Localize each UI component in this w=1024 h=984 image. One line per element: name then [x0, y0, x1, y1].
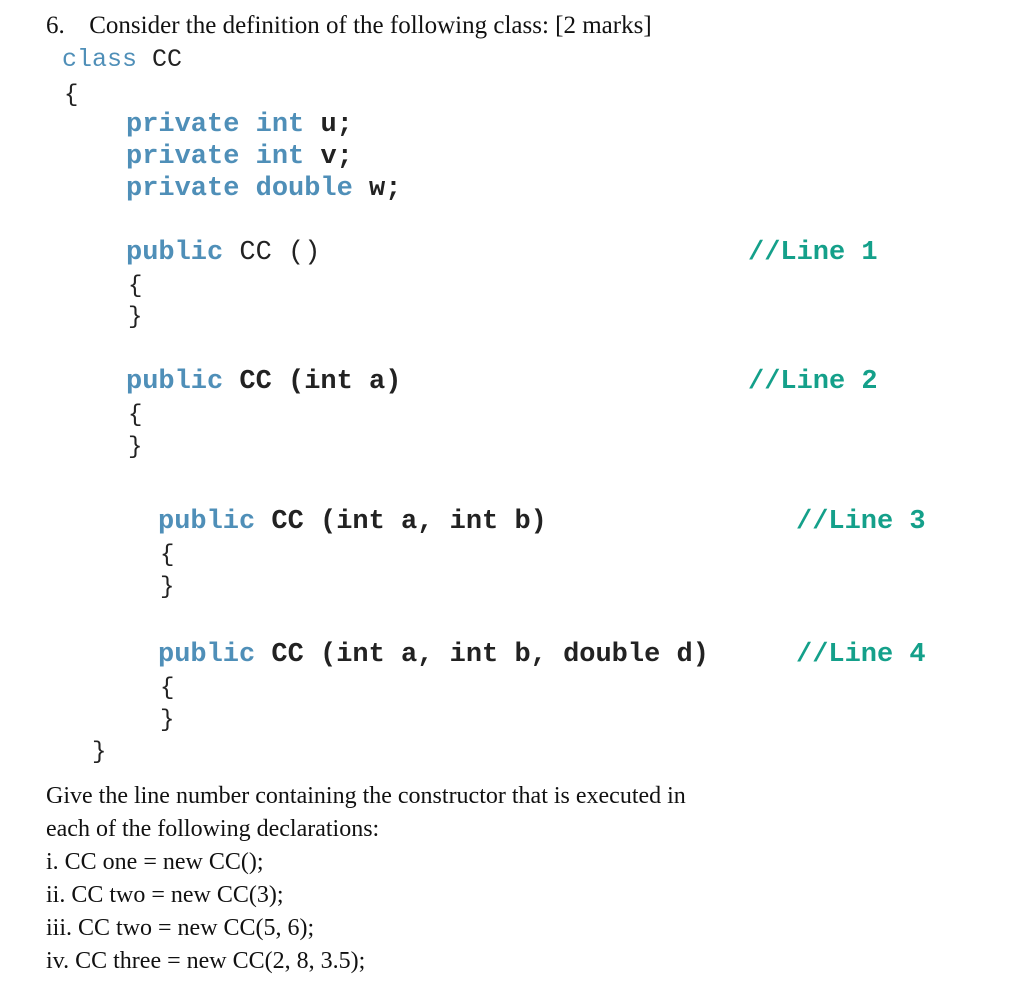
- constructor-1-open: {: [128, 273, 143, 300]
- declaration-i: i. CC one = new CC();: [46, 849, 264, 875]
- question-prompt: Consider the definition of the following class: [2 marks]: [89, 12, 652, 39]
- declaration-iii: iii. CC two = new CC(5, 6);: [46, 915, 315, 941]
- constructor-4-close: }: [160, 707, 175, 734]
- declaration-ii: ii. CC two = new CC(3);: [46, 882, 284, 908]
- class-name: CC: [152, 45, 183, 74]
- class-declaration: [62, 47, 182, 72]
- constructor-2-signature: public CC (int a): [126, 367, 402, 397]
- instructions: [46, 780, 686, 978]
- constructor-3-open: {: [160, 542, 175, 569]
- constructor-4-signature: public CC (int a, int b, double d): [158, 640, 709, 670]
- line-4-comment: //Line 4: [796, 640, 926, 670]
- line-3-comment: //Line 3: [796, 507, 926, 537]
- class-keyword: class: [62, 45, 138, 74]
- field-v: private int v;: [126, 142, 353, 172]
- field-u: private int u;: [126, 110, 353, 140]
- declaration-iv: iv. CC three = new CC(2, 8, 3.5);: [46, 948, 366, 974]
- instruction-line-1: Give the line number containing the constructor that is executed in: [46, 783, 686, 809]
- constructor-1-signature: public CC (): [126, 238, 321, 268]
- line-2-comment: //Line 2: [748, 367, 878, 397]
- constructor-4-open: {: [160, 675, 175, 702]
- class-close-brace: }: [92, 739, 107, 766]
- question-header: [46, 12, 652, 40]
- constructor-2-close: }: [128, 434, 143, 461]
- constructor-2-open: {: [128, 402, 143, 429]
- constructor-3-close: }: [160, 574, 175, 601]
- field-w: private double w;: [126, 174, 402, 204]
- instruction-line-2: each of the following declarations:: [46, 816, 380, 842]
- constructor-3-signature: public CC (int a, int b): [158, 507, 547, 537]
- class-open-brace: {: [64, 82, 79, 109]
- question-number: 6.: [46, 12, 65, 39]
- line-1-comment: //Line 1: [748, 238, 878, 268]
- constructor-1-close: }: [128, 304, 143, 331]
